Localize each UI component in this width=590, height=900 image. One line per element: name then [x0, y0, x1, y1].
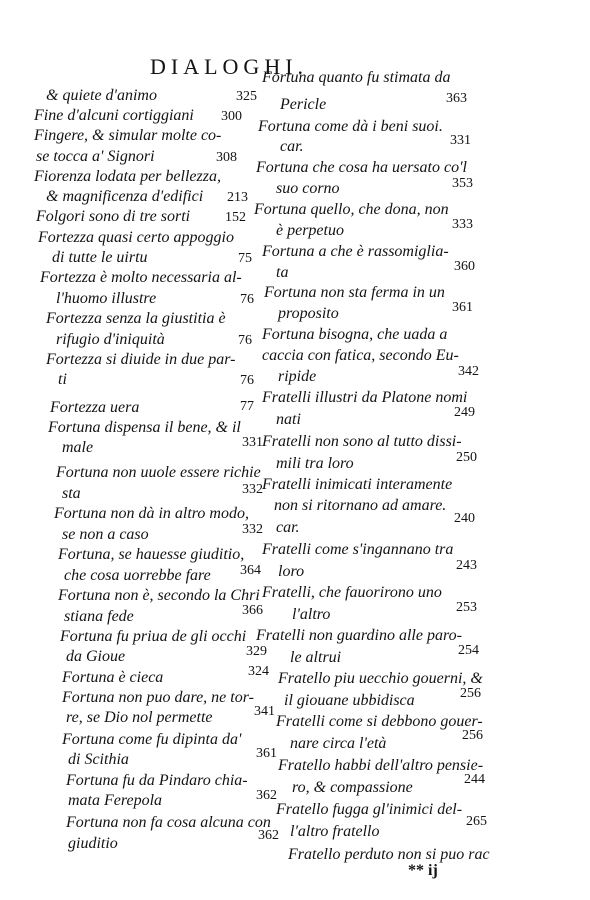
signature-mark: ** ij	[408, 862, 438, 879]
right-index-entry: Fratello piu uecchio gouerni, &	[278, 670, 483, 687]
right-index-entry: mili tra loro	[276, 455, 354, 472]
right-index-entry: Fratelli non sono al tutto dissi-	[262, 433, 462, 450]
left-index-entry: Fortuna fu da Pindaro chia-	[66, 772, 248, 789]
left-index-page: 331	[242, 435, 263, 450]
left-index-page: 213	[227, 190, 248, 205]
left-index-page: 75	[238, 251, 252, 266]
right-index-entry: Fortuna non sta ferma in un	[264, 284, 445, 301]
left-index-page: 76	[240, 373, 254, 388]
left-index-page: 362	[256, 788, 277, 803]
right-index-page: 249	[454, 405, 475, 420]
left-index-entry: di tutte le uirtu	[52, 249, 148, 266]
left-index-page: 362	[258, 828, 279, 843]
right-index-page: 331	[450, 133, 471, 148]
left-index-entry: Fortuna è cieca	[62, 669, 164, 686]
right-index-page: 333	[452, 217, 473, 232]
right-index-entry: ripide	[278, 368, 317, 385]
left-index-entry: Fine d'alcuni cortiggiani	[34, 107, 194, 124]
left-index-page: 361	[256, 746, 277, 761]
left-index-entry: Fortezza uera	[50, 399, 140, 416]
left-index-entry: Fortuna non fa cosa alcuna con	[66, 814, 271, 831]
left-index-entry: Fortezza quasi certo appoggio	[38, 229, 234, 246]
right-index-entry: Fortuna a che è rassomiglia-	[262, 243, 449, 260]
right-index-entry: nare circa l'età	[290, 735, 387, 752]
right-index-entry: caccia con fatica, secondo Eu-	[262, 347, 459, 364]
left-index-entry: male	[62, 439, 94, 456]
right-index-entry: il giouane ubbidisca	[284, 692, 415, 709]
right-index-page: 250	[456, 450, 477, 465]
right-index-page: 360	[454, 259, 475, 274]
left-index-entry: Fortuna non dà in altro modo,	[54, 505, 249, 522]
right-index-entry: suo corno	[276, 180, 340, 197]
right-index-entry: car.	[276, 519, 300, 536]
right-index-entry: Pericle	[280, 96, 327, 113]
right-index-page: 256	[462, 728, 483, 743]
left-index-entry: Fortezza è molto necessaria al-	[40, 269, 242, 286]
right-index-entry: l'altro fratello	[290, 823, 380, 840]
right-index-entry: loro	[278, 563, 305, 580]
right-index-entry: non si ritornano ad amare.	[274, 497, 447, 514]
right-index-entry: l'altro	[292, 606, 331, 623]
left-index-page: 76	[240, 292, 254, 307]
right-index-page: 363	[446, 91, 467, 106]
right-index-entry: Fratello fugga gl'inimici del-	[276, 801, 463, 818]
right-index-page: 361	[452, 300, 473, 315]
right-index-page: 254	[458, 643, 479, 658]
right-index-entry: Fratelli come si debbono gouer-	[276, 713, 483, 730]
right-index-entry: Fratelli come s'ingannano tra	[262, 541, 454, 558]
left-index-entry: l'huomo illustre	[56, 290, 157, 307]
right-index-page: 240	[454, 511, 475, 526]
left-index-entry: Fortuna non uuole essere richie	[56, 464, 261, 481]
left-index-entry: da Gioue	[66, 648, 126, 665]
left-index-entry: rifugio d'iniquità	[56, 331, 165, 348]
right-index-entry: Fratelli illustri da Platone nomi	[262, 389, 468, 406]
left-index-page: 152	[225, 210, 246, 225]
right-index-entry: Fratelli, che fauorirono uno	[262, 584, 442, 601]
left-index-page: 329	[246, 644, 267, 659]
right-index-entry: ta	[276, 264, 289, 281]
left-index-entry: Fortezza senza la giustitia è	[46, 310, 226, 327]
right-index-entry: Fortuna quello, che dona, non	[254, 201, 449, 218]
right-index-entry: ro, & compassione	[292, 779, 413, 796]
left-index-entry: Fortuna come fu dipinta da'	[62, 731, 242, 748]
left-index-entry: di Scithia	[68, 751, 129, 768]
left-index-entry: Fiorenza lodata per bellezza,	[34, 168, 221, 185]
left-index-page: 332	[242, 522, 263, 537]
left-index-entry: Folgori sono di tre sorti	[36, 208, 191, 225]
left-index-entry: se non a caso	[62, 526, 149, 543]
left-index-page: 325	[236, 89, 257, 104]
left-index-entry: Fortuna non puo dare, ne tor-	[62, 689, 254, 706]
right-index-page: 244	[464, 772, 485, 787]
right-index-entry: è perpetuo	[276, 222, 344, 239]
left-index-page: 308	[216, 150, 237, 165]
left-index-entry: Fortuna fu priua de gli occhi	[60, 628, 247, 645]
running-header: DIALOGHI.	[150, 54, 309, 79]
left-index-entry: Fortezza si diuide in due par-	[46, 351, 236, 368]
right-index-entry: le altrui	[290, 649, 342, 666]
right-index-page: 253	[456, 600, 477, 615]
left-index-entry: mata Ferepola	[68, 792, 163, 809]
right-index-page: 353	[452, 176, 473, 191]
left-index-entry: Fortuna, se hauesse giuditio,	[58, 546, 245, 563]
left-index-entry: sta	[62, 485, 81, 502]
left-index-entry: che cosa uorrebbe fare	[64, 567, 211, 584]
right-index-entry: Fortuna che cosa ha uersato co'l	[256, 159, 467, 176]
left-index-page: 364	[240, 563, 261, 578]
left-index-entry: & magnificenza d'edifici	[46, 188, 204, 205]
left-index-entry: re, se Dio nol permette	[66, 709, 213, 726]
right-index-entry: Fratello habbi dell'altro pensie-	[278, 757, 484, 774]
right-index-entry: Fratelli inimicati interamente	[262, 476, 453, 493]
left-index-page: 324	[248, 664, 269, 679]
right-index-page: 265	[466, 814, 487, 829]
right-index-page: 256	[460, 686, 481, 701]
right-index-entry: Fortuna come dà i beni suoi.	[258, 118, 443, 135]
left-index-entry: giuditio	[68, 835, 118, 852]
left-index-entry: Fortuna non è, secondo la Chri	[58, 587, 260, 604]
right-index-page: 342	[458, 364, 479, 379]
left-index-entry: Fingere, & simular molte co-	[34, 127, 222, 144]
left-index-page: 341	[254, 704, 275, 719]
left-index-entry: Fortuna dispensa il bene, & il	[48, 419, 241, 436]
left-index-page: 76	[238, 333, 252, 348]
right-index-entry: nati	[276, 411, 301, 428]
right-index-entry: car.	[280, 138, 304, 155]
left-index-page: 366	[242, 603, 263, 618]
left-index-entry: se tocca a' Signori	[36, 148, 155, 165]
left-index-entry: & quiete d'animo	[46, 87, 157, 104]
right-index-entry: Fratelli non guardino alle paro-	[256, 627, 462, 644]
left-index-entry: ti	[58, 371, 67, 388]
right-index-entry: Fortuna quanto fu stimata da	[262, 69, 451, 86]
left-index-page: 77	[240, 399, 254, 414]
left-index-entry: stiana fede	[64, 608, 134, 625]
right-index-entry: Fortuna bisogna, che uada a	[262, 326, 448, 343]
left-index-page: 332	[242, 482, 263, 497]
right-index-entry: proposito	[278, 305, 339, 322]
right-index-entry: Fratello perduto non si puo rac	[288, 846, 490, 863]
right-index-page: 243	[456, 558, 477, 573]
left-index-page: 300	[221, 109, 242, 124]
